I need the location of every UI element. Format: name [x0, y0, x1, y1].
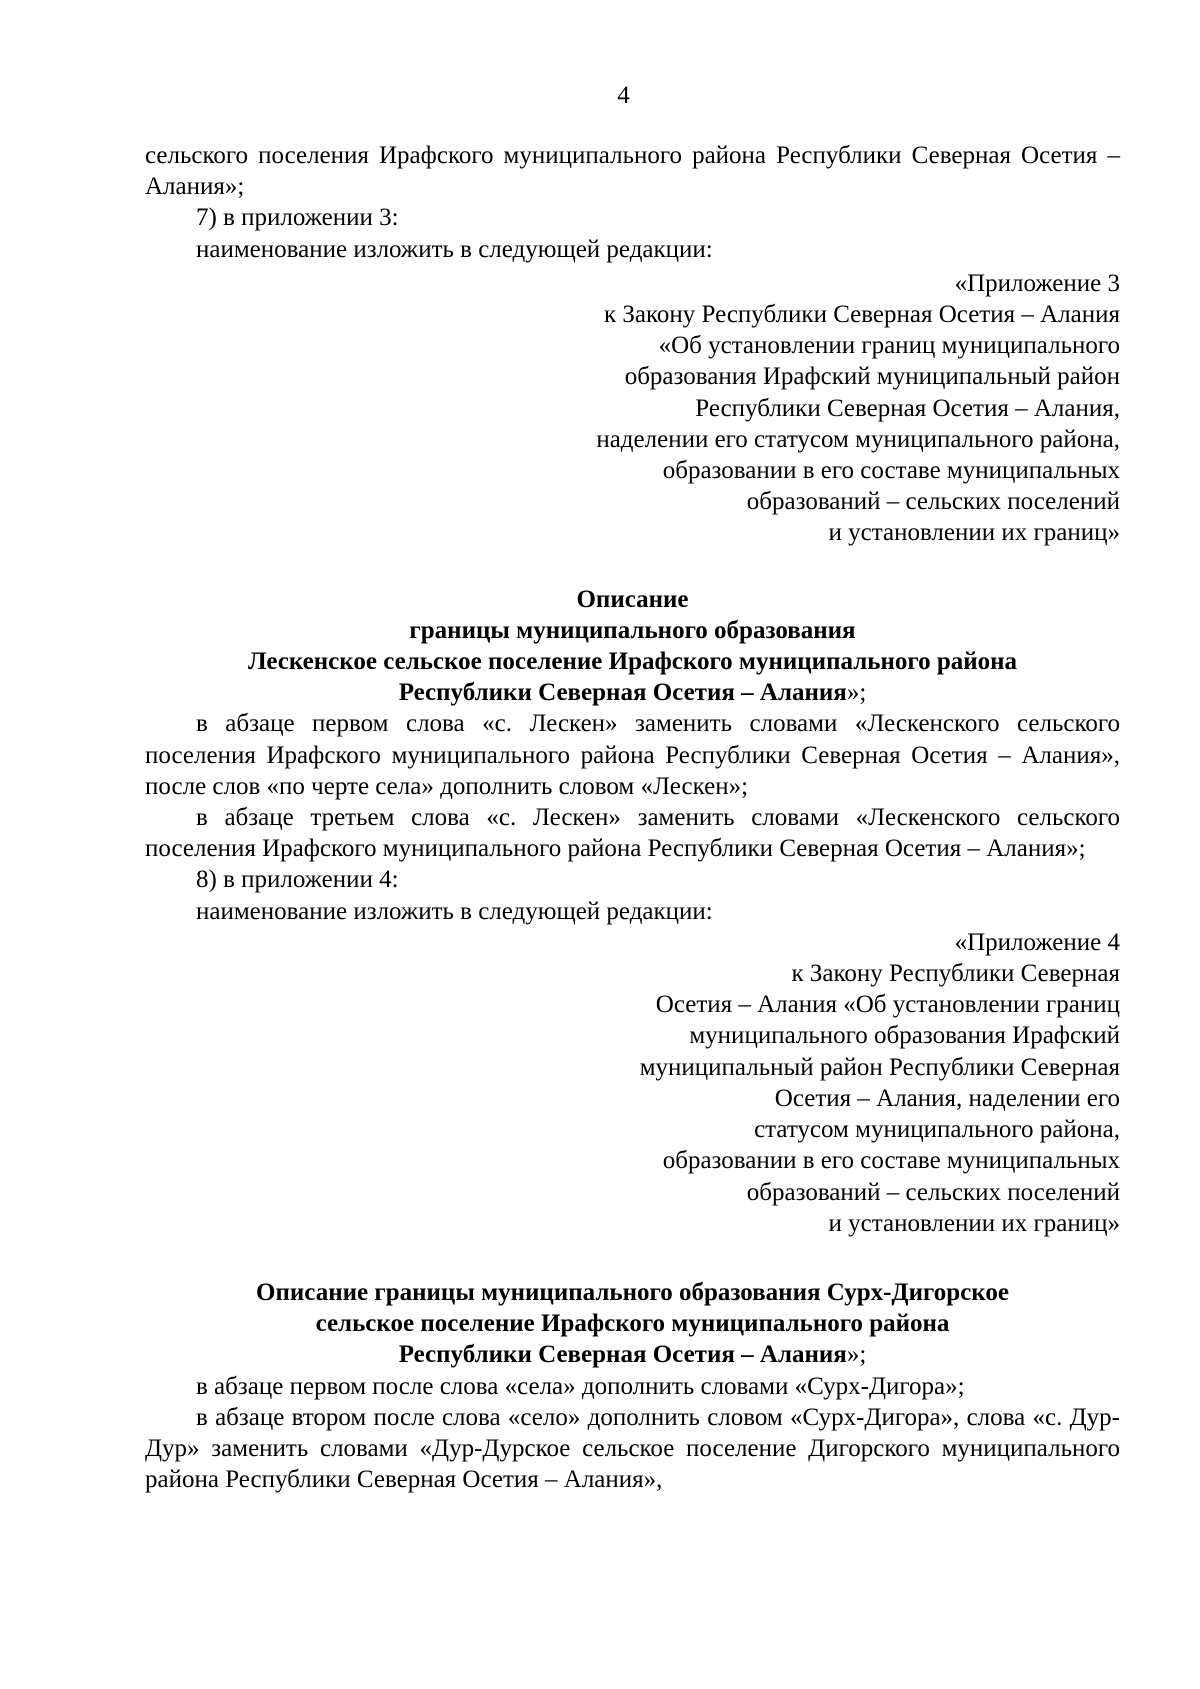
appendix-line: Республики Северная Осетия – Алания, — [695, 394, 1120, 422]
page-number: 4 — [617, 82, 630, 109]
appendix-line: «Об установлении границ муниципального — [658, 332, 1120, 360]
appendix-line: к Закону Республики Северная Осетия – Алания — [604, 301, 1120, 329]
appendix-line: образовании в его составе муниципальных — [662, 457, 1120, 485]
title-line: сельское поселение Ирафского муниципального района — [315, 1310, 950, 1338]
title-line: Описание — [576, 585, 689, 613]
title-line — [145, 677, 1120, 708]
list-item-7: 7) в приложении 3: — [196, 204, 399, 232]
paragraph: наименование изложить в следующей редакции: — [196, 897, 713, 925]
title-line-bold: Республики Северная Осетия – Алания — [398, 1341, 847, 1369]
appendix-line: муниципального образования Ирафский — [689, 1022, 1120, 1050]
list-item-8: 8) в приложении 4: — [196, 866, 399, 894]
appendix-4-heading-block — [145, 927, 1120, 1239]
appendix-line: и установлении их границ» — [828, 519, 1120, 547]
appendix-3-heading-block — [145, 268, 1120, 549]
title-line: границы муниципального образования — [409, 616, 856, 644]
paragraph: в абзаце втором после слова «село» дополнить словом «Сурх-Дигора», слова «с. Дур-Дур» заменить словами «Дур-Дурское сельское поселение Дигорского муниципального района Республики Северная Осетия – Алания», — [145, 1403, 1120, 1494]
title-line: Описание границы муниципального образования Сурх-Дигорское — [256, 1278, 1009, 1306]
title-line — [145, 1339, 1120, 1370]
appendix-line: Осетия – Алания «Об установлении границ — [655, 991, 1120, 1019]
appendix-line: статусом муниципального района, — [754, 1116, 1120, 1144]
appendix-line: наделении его статусом муниципального района, — [596, 425, 1120, 453]
title-line-tail: »; — [846, 1341, 867, 1369]
appendix-line: образований – сельских поселений — [746, 488, 1120, 516]
appendix-line: образований – сельских поселений — [746, 1178, 1120, 1206]
title-line: Лескенское сельское поселение Ирафского муниципального района — [247, 648, 1018, 676]
title-line-bold: Республики Северная Осетия – Алания — [398, 679, 847, 707]
appendix-line: образовании в его составе муниципальных — [662, 1147, 1120, 1175]
paragraph: в абзаце первом после слова «села» дополнить словами «Сурх-Дигора»; — [196, 1372, 965, 1400]
paragraph: сельского поселения Ирафского муниципального района Республики Северная Осетия – Алания»; — [145, 142, 1120, 201]
appendix-line: «Приложение 4 — [954, 928, 1120, 956]
title-line-tail: »; — [846, 679, 867, 707]
appendix-line: образования Ирафский муниципальный район — [624, 363, 1120, 391]
appendix-line: и установлении их границ» — [828, 1209, 1120, 1237]
appendix-line: к Закону Республики Северная — [791, 960, 1120, 988]
appendix-line: «Приложение 3 — [954, 269, 1120, 297]
appendix-line: муниципальный район Республики Северная — [639, 1053, 1120, 1081]
section-title-surkh-digorskoe — [145, 1277, 1120, 1371]
paragraph: в абзаце третьем слова «с. Лескен» заменить словами «Лескенского сельского поселения Ирафского муниципального района Республики Северная Осетия – Алания»; — [145, 804, 1120, 863]
appendix-line: Осетия – Алания, наделении его — [774, 1084, 1120, 1112]
section-title-leskenskoe — [145, 584, 1120, 709]
document-body — [145, 140, 1120, 1495]
paragraph: наименование изложить в следующей редакции: — [196, 235, 713, 263]
paragraph: в абзаце первом слова «с. Лескен» заменить словами «Лескенского сельского поселения Ирафского муниципального района Республики Северная Осетия – Алания», после слов «по черте села» дополнить словом «Лескен»; — [145, 710, 1120, 800]
